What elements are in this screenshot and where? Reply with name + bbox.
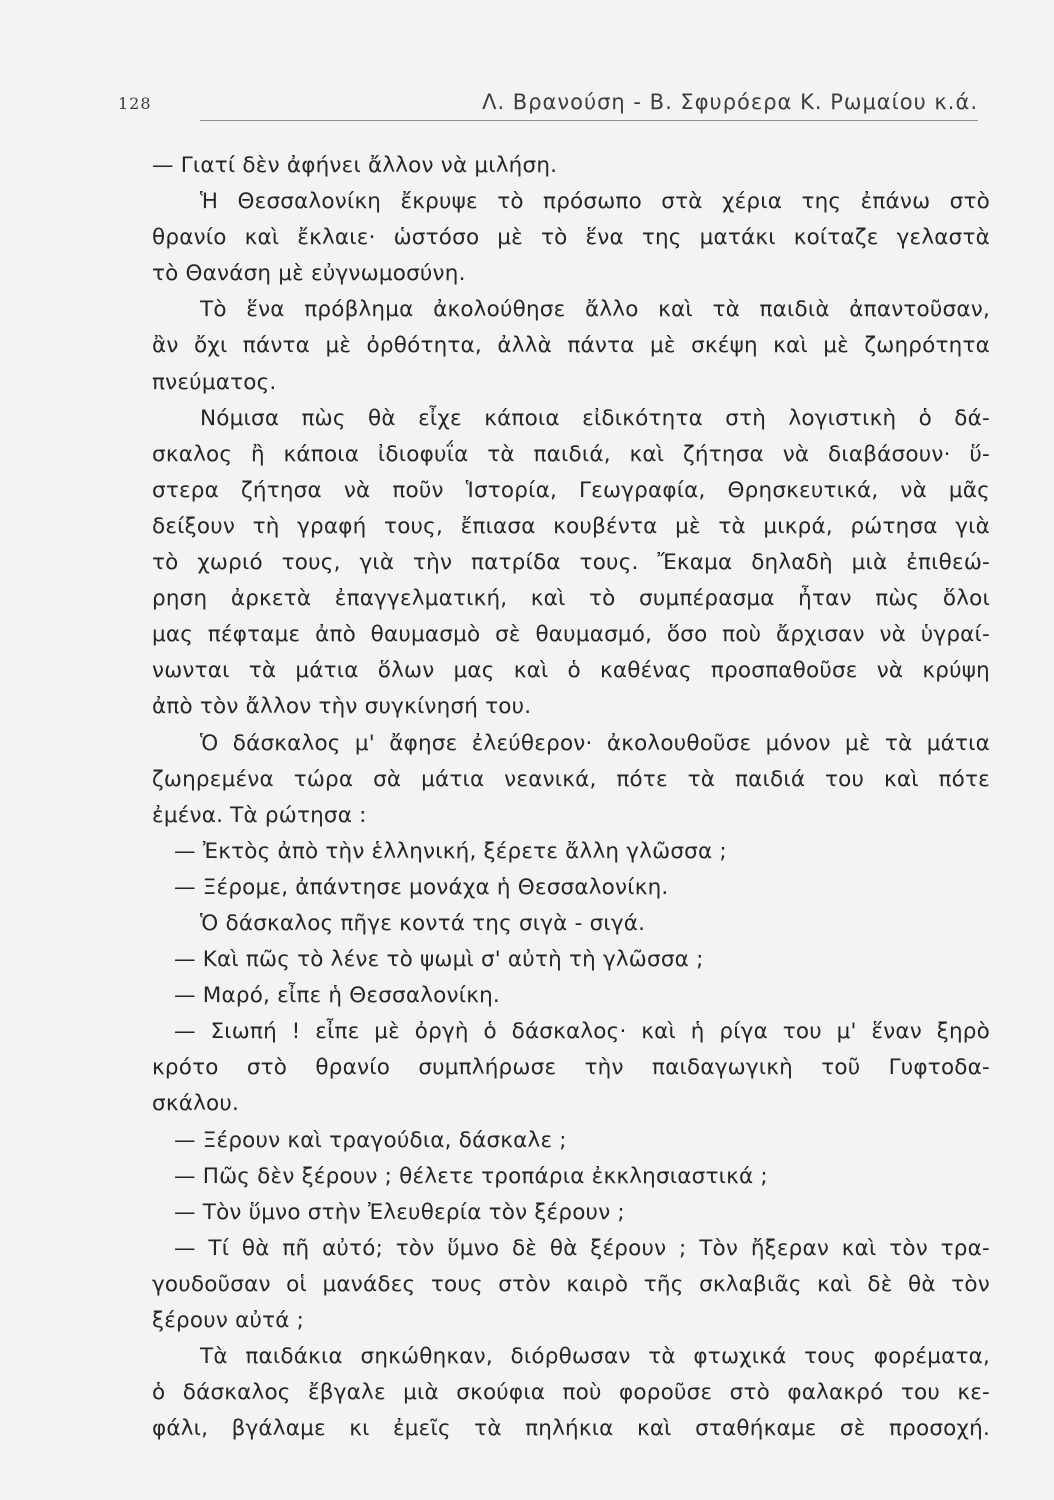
dialogue-line: — Ξέρουν καὶ τραγούδια, δάσκαλε ; [174, 1127, 567, 1153]
text-line: Τὸ ἕνα πρόβλημα ἀκολούθησε ἄλλο καὶ τὰ παιδιὰ ἀπαντοῦσαν, [200, 297, 990, 323]
dialogue-line: — Τὸν ὕμνο στὴν Ἐλευθερία τὸν ξέρουν ; [174, 1199, 625, 1225]
text-line: δείξουν τὴ γραφή τους, ἔπιασα κουβέντα μὲ τὰ μικρά, ρώτησα γιὰ [152, 513, 990, 539]
page-header [118, 86, 978, 118]
dialogue-line: — Ἐκτὸς ἀπὸ τὴν ἑλληνική, ξέρετε ἄλλη γλῶσσα ; [174, 838, 727, 864]
text-line: Ὁ δάσκαλος πῆγε κοντά της σιγὰ - σιγά. [200, 910, 646, 936]
text-line: τὸ χωριό τους, γιὰ τὴν πατρίδα τους. Ἔκαμα δηλαδὴ μιὰ ἐπιθεώ- [152, 550, 990, 576]
body-text [152, 148, 990, 1447]
text-line: ξέρουν αὐτά ; [152, 1308, 305, 1333]
text-line: γουδοῦσαν οἱ μανάδες τους στὸν καιρὸ τῆς σκλαβιᾶς καὶ δὲ θὰ τὸν [152, 1271, 990, 1297]
running-head: Λ. Βρανούση - Β. Σφυρόερα Κ. Ρωμαίου κ.ά. [482, 90, 978, 114]
dialogue-line: — Μαρό, εἶπε ἡ Θεσσαλονίκη. [174, 983, 500, 1009]
text-line: ἀπὸ τὸν ἄλλον τὴν συγκίνησή του. [152, 694, 532, 720]
text-line: στερα ζήτησα νὰ ποῦν Ἱστορία, Γεωγραφία, Θρησκευτικά, νὰ μᾶς [152, 477, 990, 503]
text-line: σκαλος ἢ κάποια ἰδιοφυΐα τὰ παιδιά, καὶ ζήτησα νὰ διαβάσουν· ὕ- [152, 441, 990, 467]
page-number: 128 [118, 94, 152, 113]
text-line: μας πέφταμε ἀπὸ θαυμασμὸ σὲ θαυμασμό, ὅσο ποὺ ἄρχισαν νὰ ὑγραί- [152, 622, 990, 648]
dialogue-line: — Καὶ πῶς τὸ λένε τὸ ψωμὶ σ' αὐτὴ τὴ γλῶσσα ; [174, 947, 704, 973]
text-line: θρανίο καὶ ἔκλαιε· ὡστόσο μὲ τὸ ἕνα της ματάκι κοίταζε γελαστὰ [152, 225, 990, 251]
text-line: ζωηρεμένα τώρα σὰ μάτια νεανικά, πότε τὰ παιδιά του καὶ πότε [152, 766, 990, 792]
text-line: Ὁ δάσκαλος μ' ἄφησε ἐλεύθερον· ἀκολουθοῦσε μόνον μὲ τὰ μάτια [200, 730, 990, 756]
text-line: σκάλου. [152, 1091, 240, 1117]
text-line: νωνται τὰ μάτια ὅλων μας καὶ ὁ καθένας προσπαθοῦσε νὰ κρύψη [152, 658, 990, 684]
dialogue-line: — Σιωπή ! εἶπε μὲ ὀργὴ ὁ δάσκαλος· καὶ ἡ ρίγα του μ' ἕναν ξηρὸ [174, 1019, 990, 1045]
dialogue-line: — Πῶς δὲν ξέρουν ; θέλετε τροπάρια ἐκκλησιαστικά ; [174, 1163, 768, 1189]
dialogue-line: — Τί θὰ πῆ αὐτό; τὸν ὕμνο δὲ θὰ ξέρουν ; Τὸν ἤξεραν καὶ τὸν τρα- [174, 1235, 990, 1261]
text-line: κρότο στὸ θρανίο συμπλήρωσε τὴν παιδαγωγικὴ τοῦ Γυφτοδα- [152, 1055, 990, 1081]
text-line: — Γιατί δὲν ἀφήνει ἄλλον νὰ μιλήση. [152, 153, 558, 178]
text-line: Νόμισα πὼς θὰ εἶχε κάποια εἰδικότητα στὴ λογιστικὴ ὁ δά- [200, 405, 990, 431]
text-line: ὁ δάσκαλος ἔβγαλε μιὰ σκούφια ποὺ φοροῦσε στὸ φαλακρό του κε- [152, 1380, 990, 1406]
text-line: ρηση ἀρκετὰ ἐπαγγελματική, καὶ τὸ συμπέρασμα ἦταν πὼς ὅλοι [152, 586, 990, 612]
text-line: τὸ Θανάση μὲ εὐγνωμοσύνη. [152, 261, 466, 287]
text-line: Τὰ παιδάκια σηκώθηκαν, διόρθωσαν τὰ φτωχικά τους φορέματα, [200, 1344, 990, 1370]
text-line: Ἡ Θεσσαλονίκη ἔκρυψε τὸ πρόσωπο στὰ χέρια της ἐπάνω στὸ [200, 189, 990, 215]
text-line: φάλι, βγάλαμε κι ἐμεῖς τὰ πηλήκια καὶ σταθήκαμε σὲ προσοχή. [152, 1416, 990, 1442]
text-line: ἐμένα. Τὰ ρώτησα : [152, 802, 367, 828]
text-line: ἂν ὄχι πάντα μὲ ὀρθότητα, ἀλλὰ πάντα μὲ σκέψη καὶ μὲ ζωηρότητα [152, 333, 990, 359]
text-line: πνεύματος. [152, 369, 277, 395]
dialogue-line: — Ξέρομε, ἀπάντησε μονάχα ἡ Θεσσαλονίκη. [174, 874, 669, 900]
header-rule [200, 120, 978, 121]
